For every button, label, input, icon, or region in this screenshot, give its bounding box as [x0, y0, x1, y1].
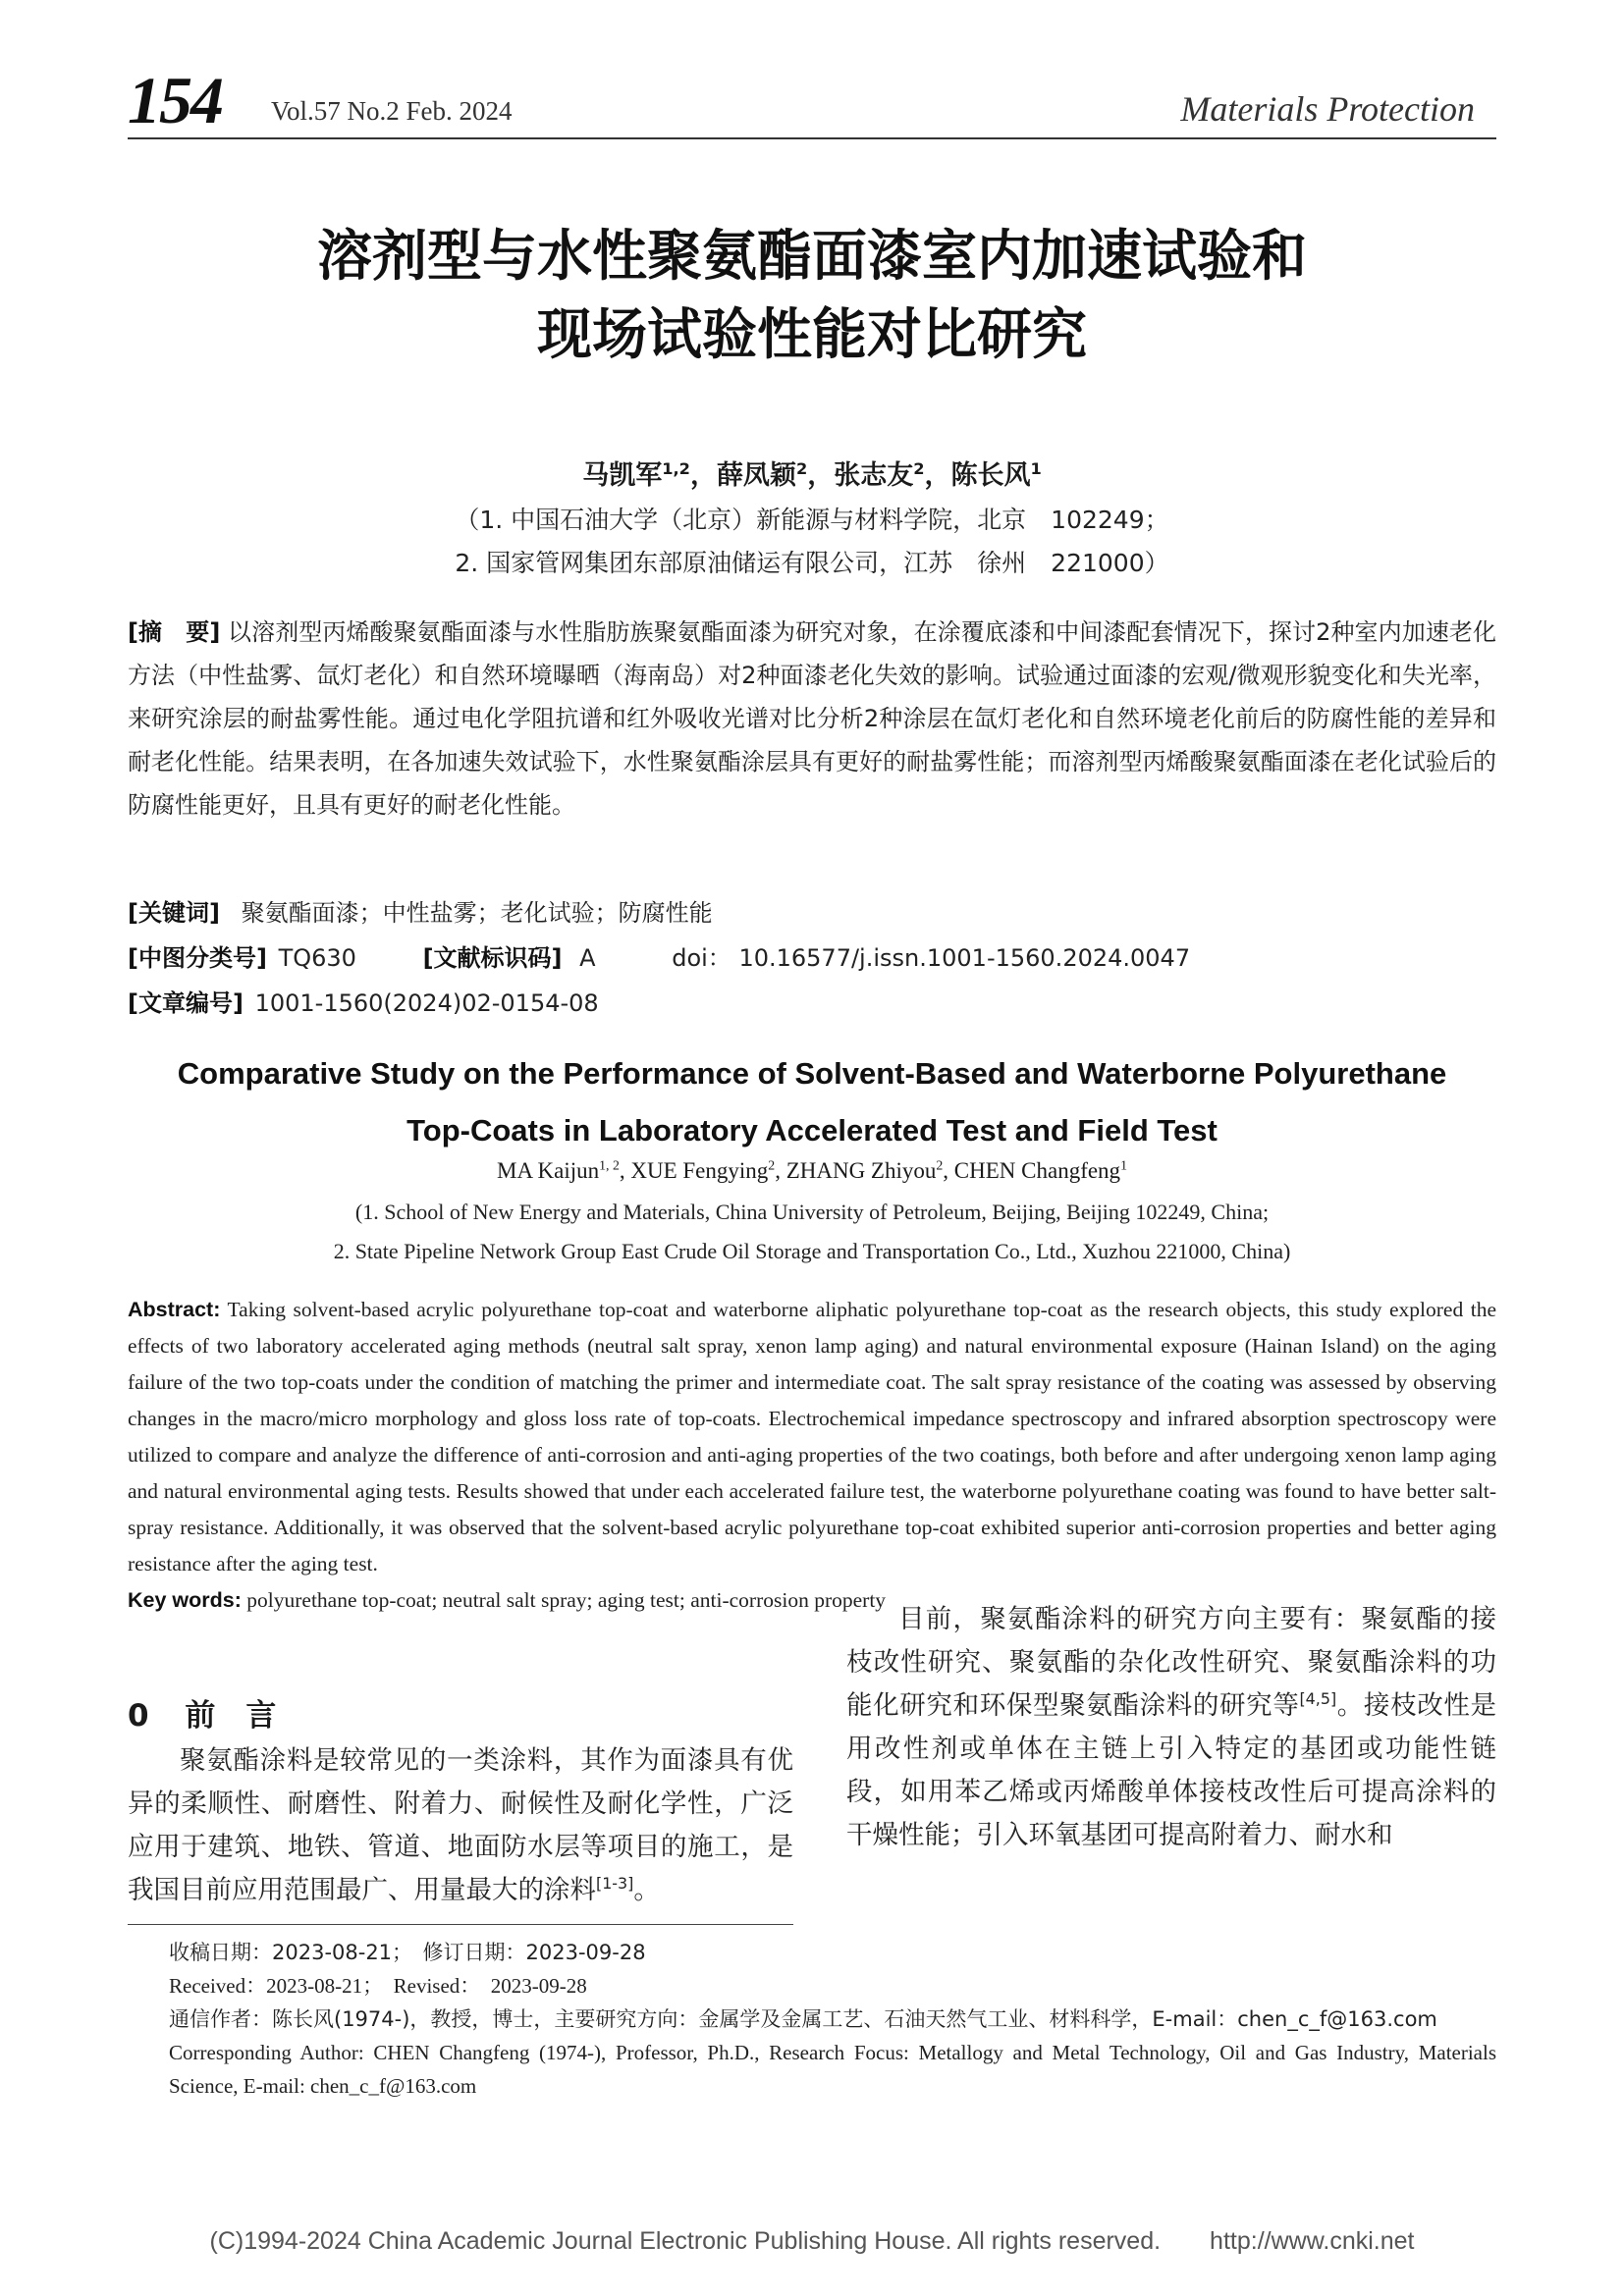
section-heading — [128, 1690, 276, 1735]
author-en-4: CHEN Changfeng — [953, 1158, 1121, 1183]
body-left-end: 。 — [633, 1875, 660, 1905]
author-en-3-sup: 2 — [936, 1157, 944, 1173]
affiliation-en-1: (1. School of New Energy and Materials, China University of Petroleum, Beijing, Beijing 102249, China; — [354, 1200, 1270, 1224]
author-cn-2: 薛凤颖 — [716, 460, 796, 491]
author-sep: ， — [924, 460, 951, 491]
body-right-text-1: 目前，聚氨酯涂料的研究方向主要有：聚氨酯的接枝改性研究、聚氨酯的杂化改性研究、聚氨酯涂料的功能化研究和环保型聚氨酯涂料的研究等 — [846, 1604, 1496, 1721]
affiliation-en-2: 2. State Pipeline Network Group East Crude Oil Storage and Transportation Co., Ltd., Xuzhou 221000, China) — [333, 1239, 1291, 1263]
author-en-2-sup: 2 — [768, 1157, 776, 1173]
body-right-text-2: 。接枝改性是用改性剂或单体在主链上引入特定的基团或功能性链段，如用苯乙烯或丙烯酸单体接枝改性后可提高涂料的干燥性能；引入环氧基团可提高附着力、耐水和 — [846, 1690, 1497, 1850]
author-en-1: MA Kaijun — [497, 1158, 600, 1183]
author-cn-3: 张志友 — [834, 460, 914, 491]
author-sep: , — [943, 1158, 954, 1183]
classification-row — [128, 938, 1496, 973]
authors-cn — [128, 454, 1496, 492]
abstract-en — [128, 1292, 1496, 1582]
author-cn-2-sup: 2 — [795, 459, 808, 478]
body-left-text: 聚氨酯涂料是较常见的一类涂料，其作为面漆具有优异的柔顺性、耐磨性、附着力、耐候性及耐化学性，广泛应用于建筑、地铁、管道、地面防水层等项目的施工，是我国目前应用范围最广、用量最大的涂料 — [128, 1745, 793, 1905]
keywords-cn — [128, 893, 713, 928]
footnote-corresponding-en: Corresponding Author: CHEN Changfeng (1974-), Professor, Ph.D., Research Focus: Metallogy and Metal Technology, Oil and Gas Industry, Materials Science, E-mail: chen_c_f@163.com — [169, 2041, 1496, 2098]
doc-code-label: [文献标识码] — [422, 944, 563, 972]
author-sep: ， — [807, 460, 835, 491]
article-no-label: [文章编号] — [128, 989, 244, 1017]
author-en-3: ZHANG Zhiyou — [785, 1158, 937, 1183]
title-cn-line2: 现场试验性能对比研究 — [537, 303, 1087, 367]
footnote-corresponding-cn: 通信作者：陈长风(1974-)，教授，博士，主要研究方向：金属学及金属工艺、石油天然气工业、材料科学，E-mail：chen_c_f@163.com — [169, 2007, 1437, 2031]
author-cn-1: 马凯军 — [582, 460, 663, 491]
author-cn-4: 陈长风 — [950, 460, 1031, 491]
author-cn-4-sup: 1 — [1030, 459, 1042, 478]
clc-label: [中图分类号] — [128, 944, 267, 972]
footnote-received-cn: 收稿日期：2023-08-21； 修订日期：2023-09-28 — [169, 1941, 646, 1964]
section-title: 前 言 — [185, 1698, 277, 1734]
title-en-line1: Comparative Study on the Performance of Solvent-Based and Waterborne Polyurethane — [177, 1056, 1447, 1091]
footnote-received-en: Received：2023-08-21； Revised： 2023-09-28 — [169, 1974, 587, 1998]
title-en-line2: Top-Coats in Laboratory Accelerated Test and Field Test — [406, 1113, 1218, 1148]
abstract-cn — [128, 611, 1496, 827]
author-en-4-sup: 1 — [1120, 1157, 1127, 1173]
doc-code-value: A — [579, 944, 596, 972]
title-en — [128, 1045, 1496, 1159]
copyright-notice: (C)1994-2024 China Academic Journal Electronic Publishing House. All rights reserved. http://www.cnki.net — [209, 2227, 1415, 2255]
body-column-left — [128, 1739, 793, 1912]
author-en-2: XUE Fengying — [630, 1158, 769, 1183]
author-sep: , — [619, 1158, 631, 1183]
abstract-cn-label: [摘 要] — [128, 618, 221, 646]
title-cn-line1: 溶剂型与水性聚氨酯面漆室内加速试验和 — [317, 225, 1307, 289]
abstract-en-label: Abstract: — [128, 1298, 221, 1321]
article-number — [128, 984, 599, 1018]
article-no-value: 1001-1560(2024)02-0154-08 — [254, 989, 599, 1017]
section-number: 0 — [128, 1698, 149, 1734]
abstract-en-text: Taking solvent-based acrylic polyurethane top-coat and waterborne aliphatic polyurethane top-coat as the research objects, this study explored the effects of two laboratory accelerated aging methods (neutral salt spray, xenon lamp aging) and natural environmental exposure (Hainan Island) on the aging failure of the two top-coats under the condition of matching the primer and intermediate coat. The salt spray resistance of the coating was assessed by observing changes in the macro/micro morphology and gloss loss rate of top-coats. Electrochemical impedance spectroscopy and infrared absorption spectroscopy were utilized to compare and analyze the difference of anti-corrosion and anti-aging properties of the two coatings, both before and after undergoing xenon lamp aging and natural environmental aging tests. Results showed that under each accelerated failure test, the waterborne polyurethane coating was found to have better salt-spray resistance. Additionally, it was observed that the solvent-based acrylic polyurethane top-coat exhibited superior anti-corrosion properties and better aging resistance after the aging test. — [128, 1298, 1496, 1575]
author-sep: , — [775, 1158, 786, 1183]
author-en-1-sup: 1, 2 — [599, 1157, 620, 1173]
journal-name: Materials Protection — [1180, 89, 1475, 129]
keywords-cn-text: 聚氨酯面漆；中性盐雾；老化试验；防腐性能 — [241, 899, 713, 927]
clc-value: TQ630 — [278, 944, 356, 972]
affiliation-cn-1: （1. 中国石油大学（北京）新能源与材料学院，北京 102249； — [455, 506, 1169, 534]
keywords-en-label: Key words: — [128, 1588, 242, 1612]
keywords-en-text: polyurethane top-coat; neutral salt spray; aging test; anti-corrosion property — [246, 1588, 887, 1612]
title-cn — [128, 218, 1496, 375]
footnote-rule — [128, 1924, 793, 1925]
author-cn-3-sup: 2 — [913, 459, 925, 478]
doi-label: doi： — [672, 944, 731, 972]
issue-info: Vol.57 No.2 Feb. 2024 — [271, 96, 513, 126]
abstract-cn-text: 以溶剂型丙烯酸聚氨酯面漆与水性脂肪族聚氨酯面漆为研究对象，在涂覆底漆和中间漆配套情况下，探讨2种室内加速老化方法（中性盐雾、氙灯老化）和自然环境曝晒（海南岛）对2种面漆老化失效的影响。试验通过面漆的宏观/微观形貌变化和失光率，来研究涂层的耐盐雾性能。通过电化学阻抗谱和红外吸收光谱对比分析2种涂层在氙灯老化和自然环境老化前后的防腐性能的差异和耐老化性能。结果表明，在各加速失效试验下，水性聚氨酯涂层具有更好的耐盐雾性能；而溶剂型丙烯酸聚氨酯面漆在老化试验后的防腐性能更好，且具有更好的耐老化性能。 — [128, 618, 1496, 819]
page-number: 154 — [128, 63, 222, 137]
affiliation-cn-2: 2. 国家管网集团东部原油储运有限公司，江苏 徐州 221000） — [455, 549, 1169, 577]
keywords-cn-label: [关键词] — [128, 899, 220, 927]
header-rule — [128, 137, 1496, 139]
body-column-right — [846, 1598, 1496, 1857]
author-cn-1-sup: 1,2 — [662, 459, 690, 478]
author-sep: ， — [689, 460, 717, 491]
citation: [4,5] — [1299, 1689, 1337, 1709]
citation: [1-3] — [596, 1874, 634, 1894]
doi-value: 10.16577/j.issn.1001-1560.2024.0047 — [738, 944, 1191, 972]
authors-en — [128, 1158, 1496, 1184]
